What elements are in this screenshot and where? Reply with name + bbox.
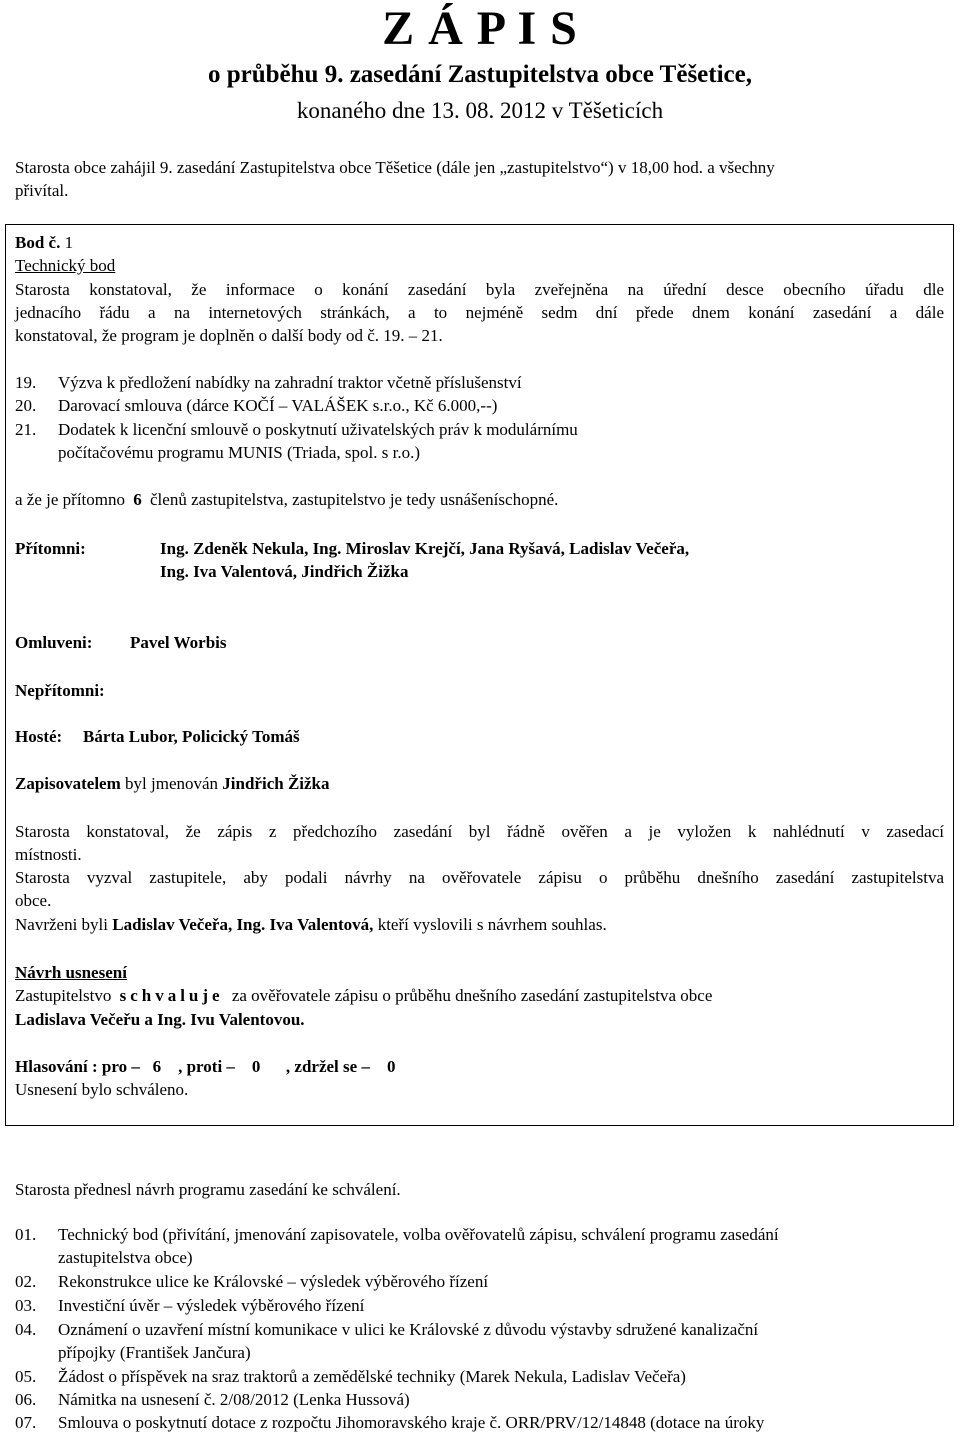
intro-line-1: Starosta obce zahájil 9. zasedání Zastupitelstva obce Těšetice (dále jen „zastupitelstvo“) v 18,00 hod. a všechny — [15, 158, 775, 177]
resolution-line — [15, 984, 712, 1007]
proposed-pre: Navrženi byli — [15, 915, 108, 934]
program-item-num: 07. — [15, 1413, 37, 1432]
proposed-post: kteří vyslovili s návrhem souhlas. — [377, 915, 607, 934]
added-item-text: Darovací smlouva (dárce KOČÍ – VALÁŠEK s.r.o., Kč 6.000,--) — [58, 396, 498, 415]
bod-heading — [15, 231, 73, 254]
vote-line: Hlasování : pro – 6 , proti – 0 , zdržel se – 0 — [15, 1057, 396, 1076]
proposed-line — [15, 913, 607, 936]
recorder-mid: byl jmenován — [125, 774, 219, 793]
para1-line-3: konstatoval, že program je doplněn o další body od č. 19. – 21. — [15, 326, 443, 345]
program-item-text: Investiční úvěr – výsledek výběrového řízení — [58, 1296, 365, 1315]
document-subtitle: o průběhu 9. zasedání Zastupitelstva obce Těšetice, — [208, 61, 752, 88]
intro-line-2: přivítal. — [15, 181, 69, 200]
program-item-num: 05. — [15, 1367, 37, 1386]
program-item-text-cont: zastupitelstva obce) — [58, 1248, 193, 1267]
vote-result: Usnesení bylo schváleno. — [15, 1080, 189, 1099]
para3-line-1: Starosta vyzval zastupitele, aby podali návrhy na ověřovatele zápisu o průběhu dnešního zasedání zastupitelstva — [15, 868, 944, 887]
added-item-text: Výzva k předložení nabídky na zahradní traktor včetně příslušenství — [58, 373, 522, 392]
para2-line-2: místnosti. — [15, 845, 82, 864]
program-item-text: Oznámení o uzavření místní komunikace v ulici ke Královské z důvodu výstavby sdružené kanalizační — [58, 1320, 759, 1339]
present-label: Přítomni: — [15, 539, 86, 558]
added-item-num: 19. — [15, 373, 37, 392]
resolution-names: Ladislava Večeřu a Ing. Ivu Valentovou. — [15, 1010, 305, 1029]
proposed-names: Ladislav Večeřa, Ing. Iva Valentová, — [112, 915, 374, 934]
program-item-text: Žádost o příspěvek na sraz traktorů a zemědělské techniky (Marek Nekula, Ladislav Večeřa) — [58, 1367, 686, 1386]
guests-label: Hosté: — [15, 727, 63, 746]
program-intro: Starosta přednesl návrh programu zasedání ke schválení. — [15, 1180, 401, 1199]
bod-label: Bod č. — [15, 233, 61, 252]
resolution-pre: Zastupitelstvo — [15, 986, 112, 1005]
recorder-label: Zapisovatelem — [15, 774, 121, 793]
program-item-text: Rekonstrukce ulice ke Královské – výsledek výběrového řízení — [58, 1272, 489, 1291]
program-item-text-cont: přípojky (František Jančura) — [58, 1343, 251, 1362]
recorder-line — [15, 772, 330, 795]
program-item-num: 06. — [15, 1390, 37, 1409]
technical-item-heading: Technický bod — [15, 256, 116, 275]
added-item-num: 21. — [15, 420, 37, 439]
absent-label: Nepřítomni: — [15, 681, 105, 700]
program-item-text: Námitka na usnesení č. 2/08/2012 (Lenka Hussová) — [58, 1390, 410, 1409]
resolution-heading: Návrh usnesení — [15, 963, 127, 982]
program-item-num: 01. — [15, 1225, 37, 1244]
para1-line-2: jednacího řádu a na internetových stránkách, a to nejméně sedm dní přede dnem konání zasedání a dále — [15, 303, 944, 322]
program-item-text: Smlouva o poskytnutí dotace z rozpočtu Jihomoravského kraje č. ORR/PRV/12/14848 (dotace na úroky — [58, 1413, 765, 1432]
program-item-num: 03. — [15, 1296, 37, 1315]
document-title: Z Á P I S — [382, 2, 578, 55]
excused-names: Pavel Worbis — [130, 633, 227, 652]
para2-line-1: Starosta konstatoval, že zápis z předchozího zasedání byl řádně ověřen a je vyložen k nahlédnutí v zasedací — [15, 822, 944, 841]
added-item-text-cont: počítačovému programu MUNIS (Triada, spol. s r.o.) — [58, 443, 420, 462]
para3-line-2: obce. — [15, 891, 52, 910]
present-names-line-1: Ing. Zdeněk Nekula, Ing. Miroslav Krejčí, Jana Ryšavá, Ladislav Večeřa, — [160, 539, 690, 558]
present-names-line-2: Ing. Iva Valentová, Jindřich Žižka — [160, 562, 409, 581]
quorum-count: 6 — [133, 490, 142, 509]
recorder-name: Jindřich Žižka — [222, 774, 330, 793]
excused-label: Omluveni: — [15, 633, 93, 652]
resolution-post: za ověřovatele zápisu o průběhu dnešního zasedání zastupitelstva obce — [231, 986, 713, 1005]
document-date-line: konaného dne 13. 08. 2012 v Těšeticích — [296, 98, 664, 123]
program-item-num: 02. — [15, 1272, 37, 1291]
bod-number: 1 — [64, 233, 74, 252]
added-item-num: 20. — [15, 396, 37, 415]
program-item-text: Technický bod (přivítání, jmenování zapisovatele, volba ověřovatelů zápisu, schválení programu zasedání — [58, 1225, 779, 1244]
added-item-text: Dodatek k licenční smlouvě o poskytnutí uživatelských práv k modulárnímu — [58, 420, 578, 439]
guests-names: Bárta Lubor, Policický Tomáš — [83, 727, 300, 746]
quorum-pre: a že je přítomno — [15, 490, 125, 509]
quorum-line — [15, 488, 558, 511]
program-item-num: 04. — [15, 1320, 37, 1339]
quorum-post: členů zastupitelstva, zastupitelstvo je tedy usnášeníschopné. — [150, 490, 559, 509]
resolution-verb: schvaluje — [119, 986, 224, 1005]
para1-line-1: Starosta konstatoval, že informace o konání zasedání byla zveřejněna na úřední desce obecního úřadu dle — [15, 280, 944, 299]
